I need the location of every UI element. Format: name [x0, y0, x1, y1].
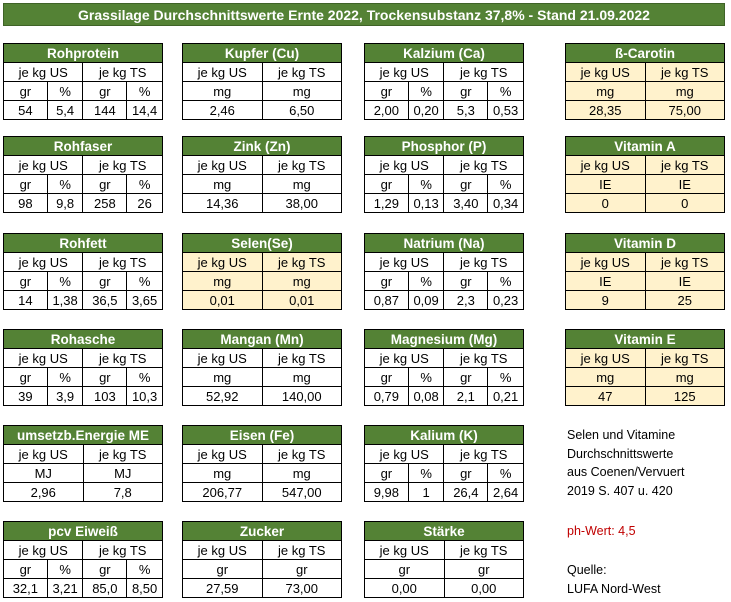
table-title: Kalium (K) — [365, 426, 524, 445]
value-cell: 0,00 — [365, 579, 445, 598]
table-title: Kalzium (Ca) — [365, 44, 524, 63]
value-cell: 0,34 — [488, 194, 524, 213]
value-cell: 98 — [4, 194, 48, 213]
value-cell: 0,23 — [488, 291, 524, 310]
value-cell: 8,50 — [127, 579, 163, 598]
table-title: Zink (Zn) — [183, 137, 342, 156]
value-cell: 0,01 — [183, 291, 263, 310]
dimension-cell: % — [127, 82, 163, 101]
dimension-cell: gr — [83, 368, 127, 387]
unit-header-ts: je kg TS — [83, 349, 163, 368]
nutrient-table-pcv-eiweiss — [3, 521, 163, 598]
value-cell: 0 — [645, 194, 725, 213]
table-title: Eisen (Fe) — [183, 426, 342, 445]
value-cell: 0,21 — [488, 387, 524, 406]
nutrient-table-mangan-mn — [182, 329, 342, 406]
value-cell: 206,77 — [183, 483, 263, 502]
table-title: Magnesium (Mg) — [365, 330, 524, 349]
table-title: Rohfett — [4, 234, 163, 253]
unit-header-ts: je kg TS — [83, 63, 163, 82]
table-title: umsetzb.Energie ME — [4, 426, 163, 445]
nutrient-table-phosphor-p — [364, 136, 524, 213]
nutrient-table-vitamin-d — [565, 233, 725, 310]
dimension-cell: mg — [183, 272, 263, 291]
nutrient-table-rohasche — [3, 329, 163, 406]
value-cell: 0,53 — [488, 101, 524, 120]
nutrient-table-umsetzb-energie-me — [3, 425, 163, 502]
dimension-cell: gr — [365, 464, 409, 483]
value-cell: 9,8 — [47, 194, 83, 213]
dimension-cell: gr — [183, 560, 263, 579]
unit-header-ts: je kg TS — [444, 349, 524, 368]
unit-header-us: je kg US — [365, 349, 444, 368]
unit-header-ts: je kg TS — [262, 156, 342, 175]
nutrient-table-ss-carotin — [565, 43, 725, 120]
nutrient-table-eisen-fe — [182, 425, 342, 502]
value-cell: 6,50 — [262, 101, 342, 120]
value-cell: 2,64 — [488, 483, 524, 502]
dimension-cell: gr — [444, 272, 488, 291]
nutrient-table-kupfer-cu — [182, 43, 342, 120]
note-line: aus Coenen/Vervuert — [567, 465, 685, 480]
value-cell: 75,00 — [645, 101, 725, 120]
unit-header-ts: je kg TS — [262, 349, 342, 368]
table-title: Zucker — [183, 522, 342, 541]
nutrient-table-magnesium-mg — [364, 329, 524, 406]
value-cell: 1,29 — [365, 194, 409, 213]
value-cell: 3,21 — [47, 579, 83, 598]
unit-header-us: je kg US — [365, 541, 445, 560]
value-cell: 5,4 — [47, 101, 83, 120]
dimension-cell: MJ — [4, 464, 84, 483]
dimension-cell: % — [488, 175, 524, 194]
source-note — [567, 561, 661, 598]
value-cell: 0,79 — [365, 387, 409, 406]
dimension-cell: % — [47, 175, 83, 194]
dimension-cell: mg — [183, 82, 263, 101]
value-cell: 26,4 — [444, 483, 488, 502]
value-cell: 0,87 — [365, 291, 409, 310]
dimension-cell: % — [127, 368, 163, 387]
value-cell: 14 — [4, 291, 48, 310]
value-cell: 0,08 — [408, 387, 444, 406]
dimension-cell: gr — [444, 175, 488, 194]
dimension-cell: % — [127, 175, 163, 194]
nutrient-table-vitamin-a — [565, 136, 725, 213]
dimension-cell: gr — [83, 560, 127, 579]
dimension-cell: % — [488, 272, 524, 291]
nutrient-table-selen-se — [182, 233, 342, 310]
dimension-cell: mg — [183, 464, 263, 483]
dimension-cell: mg — [183, 175, 263, 194]
dimension-cell: % — [408, 82, 444, 101]
value-cell: 27,59 — [183, 579, 263, 598]
value-cell: 0,09 — [408, 291, 444, 310]
dimension-cell: % — [488, 82, 524, 101]
unit-header-us: je kg US — [183, 63, 263, 82]
unit-header-us: je kg US — [183, 445, 263, 464]
nutrient-table-rohfett — [3, 233, 163, 310]
dimension-cell: % — [47, 560, 83, 579]
value-cell: 258 — [83, 194, 127, 213]
dimension-cell: IE — [645, 272, 725, 291]
table-title: Selen(Se) — [183, 234, 342, 253]
dimension-cell: % — [488, 464, 524, 483]
value-cell: 38,00 — [262, 194, 342, 213]
value-cell: 3,9 — [47, 387, 83, 406]
value-cell: 0,20 — [408, 101, 444, 120]
dimension-cell: gr — [444, 560, 524, 579]
ph-value: ph-Wert: 4,5 — [567, 524, 636, 538]
table-title: pcv Eiweiß — [4, 522, 163, 541]
dimension-cell: mg — [262, 175, 342, 194]
dimension-cell: IE — [645, 175, 725, 194]
dimension-cell: mg — [645, 368, 725, 387]
unit-header-ts: je kg TS — [444, 156, 524, 175]
unit-header-us: je kg US — [4, 156, 83, 175]
value-cell: 0,13 — [408, 194, 444, 213]
unit-header-ts: je kg TS — [645, 156, 725, 175]
dimension-cell: mg — [262, 272, 342, 291]
table-title: Phosphor (P) — [365, 137, 524, 156]
unit-header-ts: je kg TS — [444, 445, 524, 464]
value-cell: 125 — [645, 387, 725, 406]
dimension-cell: gr — [83, 82, 127, 101]
dimension-cell: gr — [365, 368, 409, 387]
dimension-cell: IE — [566, 272, 646, 291]
value-cell: 3,40 — [444, 194, 488, 213]
table-title: Vitamin E — [566, 330, 725, 349]
page-title-banner: Grassilage Durchschnittswerte Ernte 2022, Trockensubstanz 37,8% - Stand 21.09.2022 — [3, 3, 725, 26]
value-cell: 1 — [408, 483, 444, 502]
nutrient-table-rohprotein — [3, 43, 163, 120]
unit-header-ts: je kg TS — [645, 349, 725, 368]
value-cell: 103 — [83, 387, 127, 406]
value-cell: 7,8 — [83, 483, 163, 502]
source-value: LUFA Nord-West — [567, 581, 661, 596]
unit-header-ts: je kg TS — [444, 541, 524, 560]
value-cell: 3,65 — [127, 291, 163, 310]
unit-header-ts: je kg TS — [262, 253, 342, 272]
unit-header-ts: je kg TS — [444, 253, 524, 272]
dimension-cell: IE — [566, 175, 646, 194]
value-cell: 25 — [645, 291, 725, 310]
nutrient-table-kalium-k — [364, 425, 524, 502]
dimension-cell: % — [408, 368, 444, 387]
dimension-cell: mg — [566, 368, 646, 387]
value-cell: 2,00 — [365, 101, 409, 120]
table-title: Natrium (Na) — [365, 234, 524, 253]
value-cell: 54 — [4, 101, 48, 120]
dimension-cell: % — [408, 464, 444, 483]
unit-header-ts: je kg TS — [645, 63, 725, 82]
value-cell: 32,1 — [4, 579, 48, 598]
dimension-cell: gr — [4, 175, 48, 194]
unit-header-ts: je kg TS — [444, 63, 524, 82]
dimension-cell: gr — [444, 82, 488, 101]
dimension-cell: gr — [365, 82, 409, 101]
unit-header-us: je kg US — [365, 253, 444, 272]
unit-header-us: je kg US — [4, 445, 84, 464]
value-cell: 10,3 — [127, 387, 163, 406]
unit-header-us: je kg US — [4, 253, 83, 272]
unit-header-us: je kg US — [365, 445, 444, 464]
unit-header-us: je kg US — [4, 63, 83, 82]
vitamin-source-note — [567, 426, 684, 500]
value-cell: 52,92 — [183, 387, 263, 406]
value-cell: 28,35 — [566, 101, 646, 120]
value-cell: 2,96 — [4, 483, 84, 502]
dimension-cell: mg — [645, 82, 725, 101]
dimension-cell: % — [488, 368, 524, 387]
dimension-cell: gr — [262, 560, 342, 579]
value-cell: 144 — [83, 101, 127, 120]
dimension-cell: mg — [183, 368, 263, 387]
value-cell: 0 — [566, 194, 646, 213]
value-cell: 547,00 — [262, 483, 342, 502]
value-cell: 39 — [4, 387, 48, 406]
nutrient-table-st-rke — [364, 521, 524, 598]
note-line: Selen und Vitamine — [567, 428, 676, 442]
table-title: Vitamin A — [566, 137, 725, 156]
unit-header-ts: je kg TS — [262, 445, 342, 464]
dimension-cell: % — [47, 82, 83, 101]
dimension-cell: mg — [262, 368, 342, 387]
table-title: Mangan (Mn) — [183, 330, 342, 349]
value-cell: 26 — [127, 194, 163, 213]
source-label: Quelle: — [567, 563, 607, 577]
unit-header-ts: je kg TS — [645, 253, 725, 272]
nutrient-table-kalzium-ca — [364, 43, 524, 120]
dimension-cell: gr — [83, 175, 127, 194]
dimension-cell: mg — [566, 82, 646, 101]
dimension-cell: gr — [365, 560, 445, 579]
dimension-cell: % — [47, 272, 83, 291]
unit-header-ts: je kg TS — [83, 253, 163, 272]
value-cell: 0,00 — [444, 579, 524, 598]
table-title: ß-Carotin — [566, 44, 725, 63]
table-title: Rohasche — [4, 330, 163, 349]
unit-header-ts: je kg TS — [83, 541, 163, 560]
value-cell: 36,5 — [83, 291, 127, 310]
unit-header-ts: je kg TS — [262, 541, 342, 560]
unit-header-ts: je kg TS — [83, 445, 163, 464]
unit-header-ts: je kg TS — [83, 156, 163, 175]
table-title: Rohprotein — [4, 44, 163, 63]
nutrient-table-zink-zn — [182, 136, 342, 213]
unit-header-ts: je kg TS — [262, 63, 342, 82]
dimension-cell: % — [408, 175, 444, 194]
dimension-cell: % — [127, 272, 163, 291]
table-title: Stärke — [365, 522, 524, 541]
dimension-cell: gr — [4, 82, 48, 101]
value-cell: 73,00 — [262, 579, 342, 598]
note-line: 2019 S. 407 u. 420 — [567, 483, 673, 498]
dimension-cell: % — [47, 368, 83, 387]
unit-header-us: je kg US — [183, 541, 263, 560]
note-line: Durchschnittswerte — [567, 446, 674, 461]
value-cell: 47 — [566, 387, 646, 406]
dimension-cell: gr — [444, 464, 488, 483]
unit-header-us: je kg US — [183, 349, 263, 368]
value-cell: 2,3 — [444, 291, 488, 310]
unit-header-us: je kg US — [566, 253, 646, 272]
value-cell: 1,38 — [47, 291, 83, 310]
dimension-cell: gr — [365, 272, 409, 291]
nutrient-table-rohfaser — [3, 136, 163, 213]
value-cell: 9 — [566, 291, 646, 310]
dimension-cell: gr — [4, 272, 48, 291]
value-cell: 0,01 — [262, 291, 342, 310]
dimension-cell: mg — [262, 82, 342, 101]
dimension-cell: % — [408, 272, 444, 291]
nutrient-table-natrium-na — [364, 233, 524, 310]
unit-header-us: je kg US — [4, 349, 83, 368]
value-cell: 14,36 — [183, 194, 263, 213]
dimension-cell: MJ — [83, 464, 163, 483]
dimension-cell: % — [127, 560, 163, 579]
unit-header-us: je kg US — [4, 541, 83, 560]
unit-header-us: je kg US — [365, 63, 444, 82]
unit-header-us: je kg US — [183, 156, 263, 175]
table-title: Rohfaser — [4, 137, 163, 156]
table-title: Kupfer (Cu) — [183, 44, 342, 63]
value-cell: 14,4 — [127, 101, 163, 120]
unit-header-us: je kg US — [566, 63, 646, 82]
table-title: Vitamin D — [566, 234, 725, 253]
dimension-cell: gr — [4, 560, 48, 579]
unit-header-us: je kg US — [183, 253, 263, 272]
unit-header-us: je kg US — [365, 156, 444, 175]
unit-header-us: je kg US — [566, 349, 646, 368]
value-cell: 5,3 — [444, 101, 488, 120]
dimension-cell: gr — [4, 368, 48, 387]
value-cell: 2,1 — [444, 387, 488, 406]
dimension-cell: gr — [365, 175, 409, 194]
value-cell: 2,46 — [183, 101, 263, 120]
unit-header-us: je kg US — [566, 156, 646, 175]
value-cell: 85,0 — [83, 579, 127, 598]
dimension-cell: gr — [444, 368, 488, 387]
nutrient-table-vitamin-e — [565, 329, 725, 406]
nutrient-table-zucker — [182, 521, 342, 598]
dimension-cell: mg — [262, 464, 342, 483]
dimension-cell: gr — [83, 272, 127, 291]
value-cell: 140,00 — [262, 387, 342, 406]
value-cell: 9,98 — [365, 483, 409, 502]
